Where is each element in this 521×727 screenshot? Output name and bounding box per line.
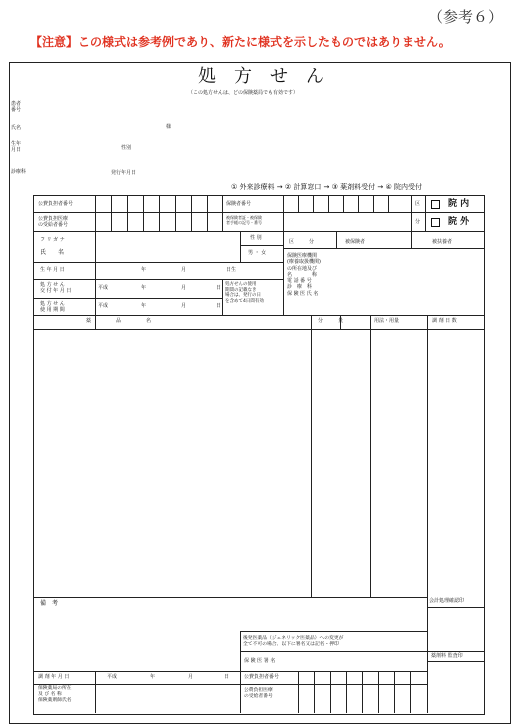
furigana-label: フ リ ガ ナ: [40, 237, 65, 243]
col-days: 調 剤 日 数: [432, 318, 457, 324]
kubun-label: 区 分: [289, 239, 315, 245]
validity-label: 処 方 せ ん 使 用 期 間: [40, 301, 65, 313]
pharmacy-stamp-label: 薬剤料 監査印: [431, 653, 463, 659]
issue-day: 日: [216, 285, 222, 291]
public-payer-number-label: 公費負担者番号: [38, 201, 74, 207]
remarks-label: 備 考: [40, 600, 59, 607]
insurer-number-label: 保険者番号: [226, 201, 252, 207]
birth-label: 生年 月日: [11, 141, 22, 153]
ingai-checkbox[interactable]: [431, 218, 440, 227]
insured-card-label: 被保険者証・被保険 者手帳の記号・番号: [226, 215, 262, 225]
innai-label: 院 内: [448, 199, 470, 209]
notice-text: 【注意】この様式は参考例であり、新たに様式を示したものではありません。: [30, 35, 451, 49]
birth-month: 月: [181, 267, 187, 273]
patient-name-label: 氏 名: [40, 249, 65, 256]
accounting-confirm-label: 会計処理確認印: [429, 598, 465, 604]
form-title: 処 方 せ ん: [198, 66, 324, 87]
validity-note: 処方せんの使用 期間の記載なき 場合は、発行の日 を含めて4日間有効: [225, 282, 264, 304]
dispense-heisei: 平成: [107, 674, 118, 680]
dispense-month: 月: [188, 674, 194, 680]
ingai-label: 院 外: [448, 217, 470, 227]
name-label: 氏名: [11, 125, 22, 131]
validity-heisei: 平成: [98, 303, 109, 309]
reference-label: （参考６）: [428, 8, 504, 26]
sex-header: 性 別: [250, 235, 262, 241]
validity-year: 年: [141, 303, 147, 309]
workflow-steps: ① 外来診療料 → ② 計算窓口 → ③ 薬剤料受付 → ④ 院内受付: [231, 183, 422, 191]
issue-month: 月: [181, 285, 187, 291]
form-subtitle: （この処方せんは、どの保険薬局でも有効です）: [188, 90, 299, 96]
insured-label: 被保険者: [345, 239, 366, 245]
validity-day: 日: [216, 303, 222, 309]
birth-born: 日生: [226, 267, 237, 273]
issue-year: 年: [141, 285, 147, 291]
bottom-public-recipient-label: 公費負担医療 の受給者番号: [244, 688, 273, 699]
validity-month: 月: [181, 303, 187, 309]
dispense-date-label: 調 剤 年 月 日: [38, 674, 70, 680]
sex-label: 性別: [121, 145, 132, 151]
innai-checkbox[interactable]: [431, 200, 440, 209]
bun-label: 分: [415, 219, 421, 225]
issue-date-label: 発行年月日: [111, 170, 137, 176]
patient-number-label: 患者 番号: [11, 101, 22, 113]
sex-options: 男 ・ 女: [248, 250, 267, 256]
dependent-label: 被扶養者: [432, 239, 453, 245]
col-amount: 分 量: [318, 318, 344, 324]
bottom-public-payer-label: 公費負担者番号: [244, 674, 280, 680]
public-recipient-number-label: 公費負担医療 の受給者番号: [38, 216, 69, 228]
birth-year: 年: [141, 267, 147, 273]
birth-date-label: 生 年 月 日: [40, 267, 65, 273]
dispense-day: 日: [224, 674, 230, 680]
doctor-signature-label: 保 険 医 署 名: [244, 658, 276, 664]
sama-label: 様: [166, 124, 172, 130]
ku-label: 区: [415, 201, 421, 207]
institution-info-label: 保険医療機関 (療養取扱機関) の所在地及び 名 称 電 話 番 号 診 療 科 保 険 医 氏 名: [287, 253, 321, 297]
pharmacy-info-label: 保険薬局の所在 及 び 名 称 保険薬剤師氏名: [38, 686, 72, 703]
dispense-year: 年: [150, 674, 156, 680]
dept-label: 診療科: [11, 169, 27, 175]
issue-heisei: 平成: [98, 285, 109, 291]
issue-ymd-label: 処 方 せ ん 交 付 年 月 日: [40, 282, 72, 294]
generic-drug-note: 後発医薬品（ジェネリック医薬品）への変更が 全て不可の場合、以下に署名又は記名・押印: [243, 636, 344, 648]
col-usage: 用法・用量: [374, 318, 400, 324]
col-drug-name: 薬 品 名: [86, 318, 152, 324]
